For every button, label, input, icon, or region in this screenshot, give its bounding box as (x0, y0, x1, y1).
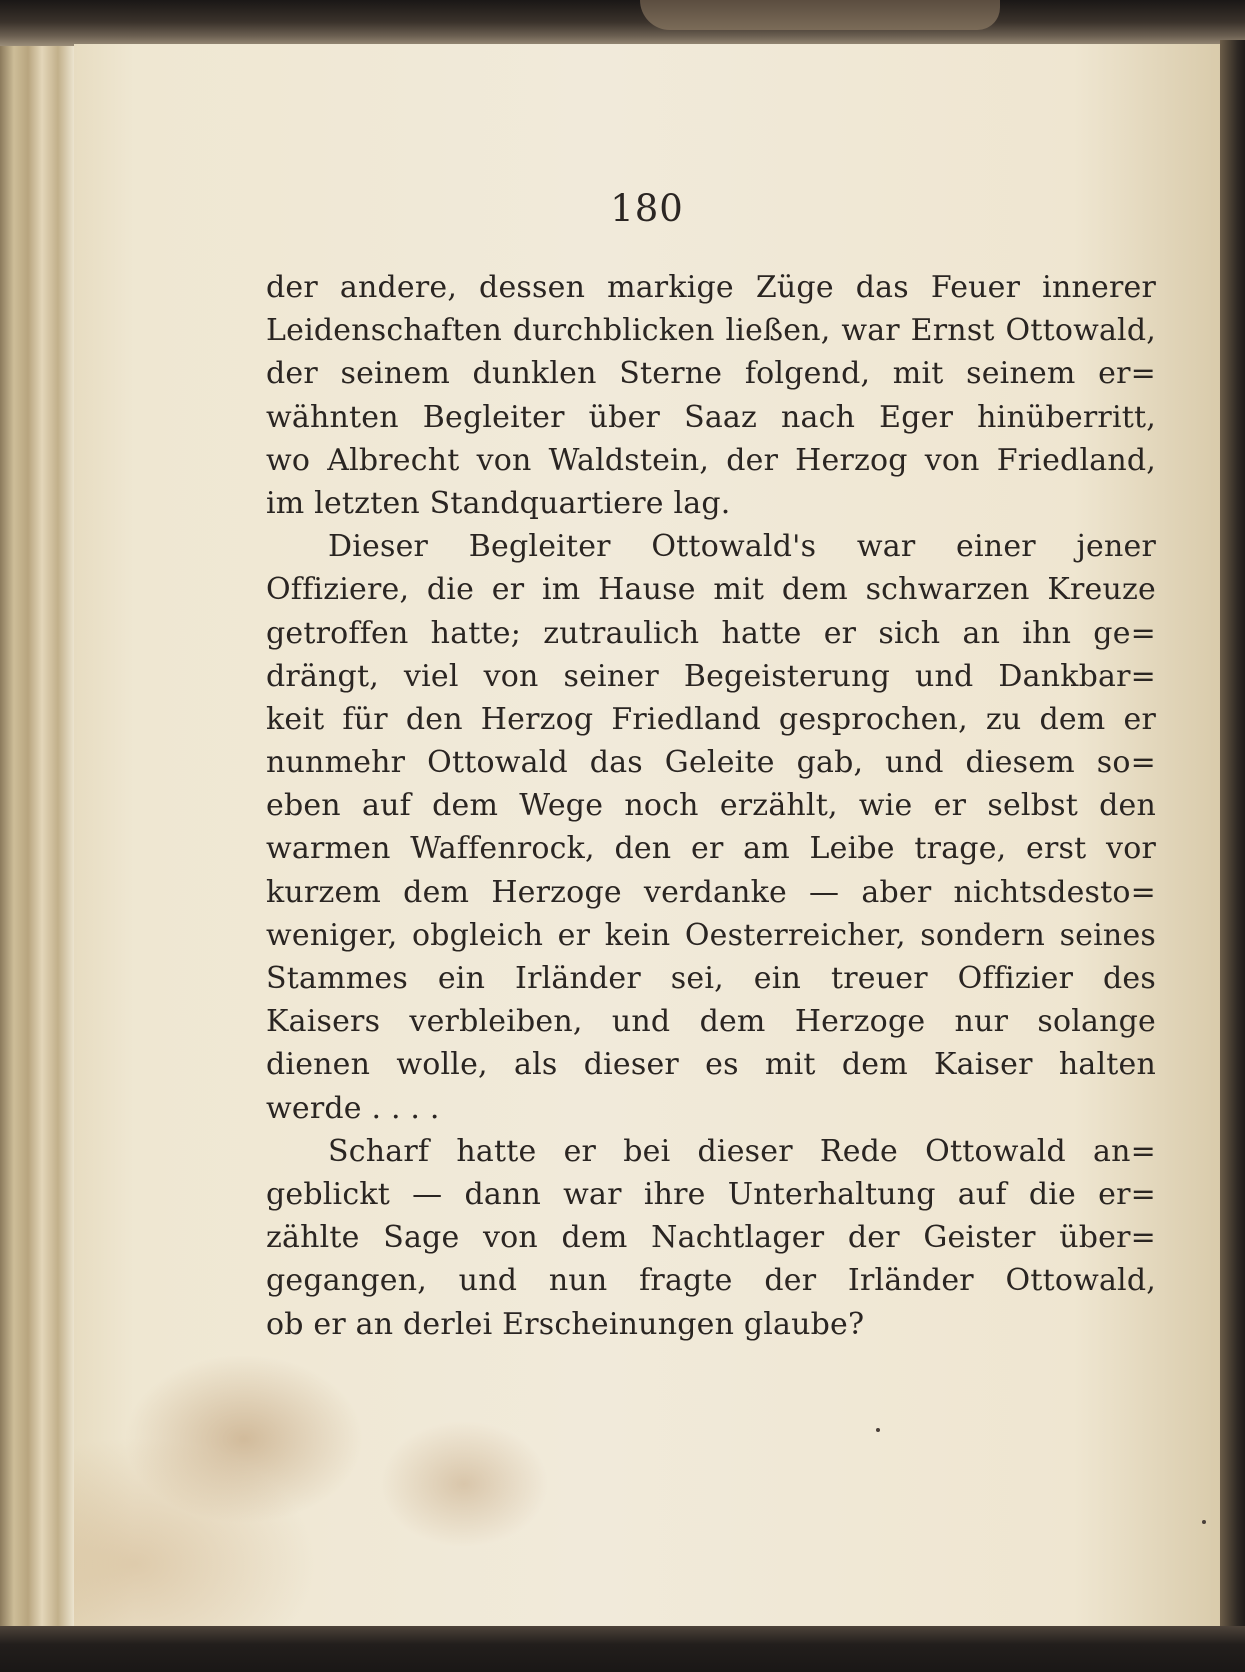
cover-tear (640, 0, 1000, 30)
book-bottom-edge (0, 1626, 1245, 1672)
text-line: drängt, viel von seiner Begeisterung und Dankbar= (266, 658, 1156, 694)
text-line: wo Albrecht von Waldstein, der Herzog von Friedland, (266, 442, 1156, 478)
text-line: wähnten Begleiter über Saaz nach Eger hinüberritt, (266, 399, 1156, 435)
text-line: Leidenschaften durchblicken ließen, war Ernst Ottowald, (266, 313, 1156, 349)
text-line: getroffen hatte; zutraulich hatte er sich an ihn ge= (266, 615, 1156, 651)
text-line: geblickt — dann war ihre Unterhaltung auf die er= (266, 1176, 1156, 1212)
text-line: eben auf dem Wege noch erzählt, wie er selbst den (266, 788, 1156, 824)
page-number: 180 (610, 187, 684, 230)
paper-speck (876, 1428, 880, 1432)
text-line: im letzten Standquartiere lag. (266, 485, 731, 521)
text-line: ob er an derlei Erscheinungen glaube? (266, 1306, 865, 1342)
text-line: warmen Waffenrock, den er am Leibe trage, erst vor (266, 831, 1156, 867)
text-line: Kaisers verbleiben, und dem Herzoge nur solange (266, 1004, 1156, 1040)
text-line: nunmehr Ottowald das Geleite gab, und diesem so= (266, 745, 1156, 781)
text-line: Stammes ein Irländer sei, ein treuer Offizier des (266, 961, 1156, 996)
text-line: dienen wolle, als dieser es mit dem Kaiser halten (266, 1047, 1156, 1083)
text-line: Dieser Begleiter Ottowald's war einer jener (328, 529, 1156, 565)
text-line: kurzem dem Herzoge verdanke — aber nichtsdesto= (266, 874, 1156, 910)
text-line: keit für den Herzog Friedland gesprochen, zu dem er (266, 701, 1156, 737)
page-text (266, 266, 1156, 1346)
book-page (74, 44, 1220, 1626)
text-line: gegangen, und nun fragte der Irländer Ottowald, (266, 1263, 1156, 1299)
text-line: zählte Sage von dem Nachtlager der Geister über= (266, 1220, 1156, 1256)
book-cover-top-edge (0, 0, 1245, 46)
paper-speck (1202, 1520, 1206, 1524)
text-line: weniger, obgleich er kein Oesterreicher, sondern seines (266, 917, 1156, 953)
book-right-edge (1220, 40, 1245, 1630)
text-line: der andere, dessen markige Züge das Feuer innerer (266, 270, 1156, 305)
text-line: Offiziere, die er im Hause mit dem schwarzen Kreuze (266, 572, 1156, 608)
text-line: der seinem dunklen Sterne folgend, mit seinem er= (266, 356, 1156, 392)
text-line: werde . . . . (266, 1090, 440, 1126)
text-line: Scharf hatte er bei dieser Rede Ottowald an= (328, 1133, 1156, 1169)
